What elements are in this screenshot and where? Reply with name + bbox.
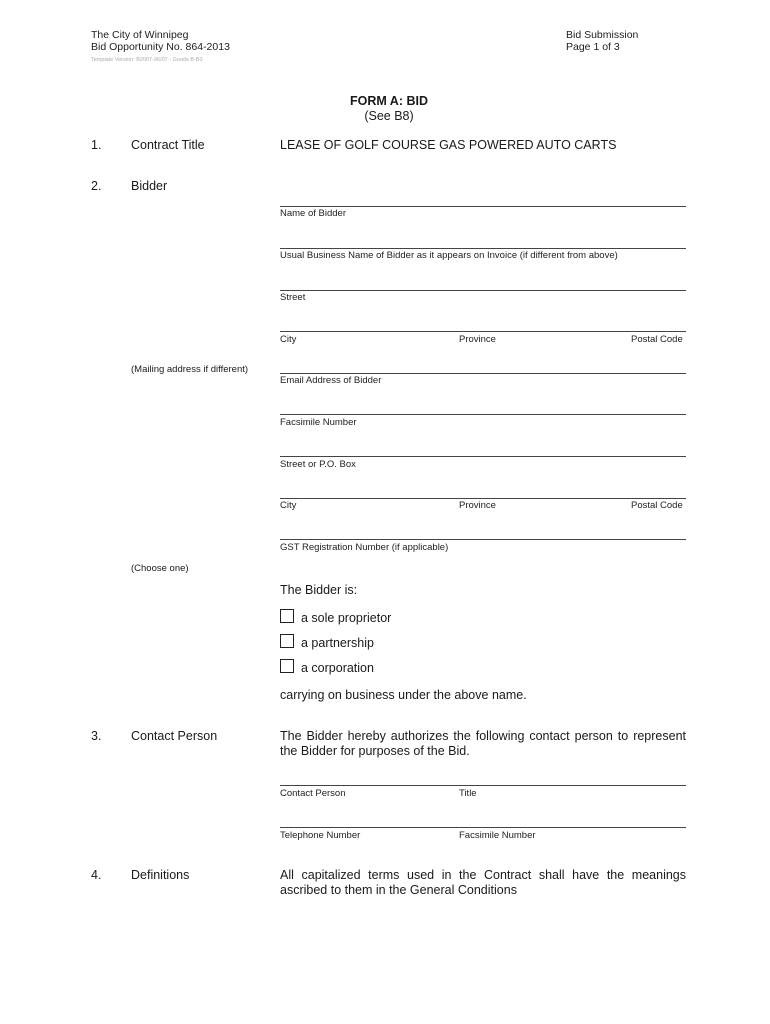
email-line[interactable] <box>280 373 686 374</box>
province-label: Province <box>459 334 496 345</box>
section4-label: Definitions <box>131 868 190 882</box>
section4-number: 4. <box>91 868 102 882</box>
choose-one-note: (Choose one) <box>131 563 189 574</box>
section1-label: Contract Title <box>131 138 205 152</box>
name-of-bidder-line[interactable] <box>280 206 686 207</box>
contact-person-text: The Bidder hereby authorizes the following contact person to represent the Bidder for purposes of the Bid. <box>280 729 686 758</box>
mailing-address-note: (Mailing address if different) <box>131 364 249 375</box>
contact-fax-label: Facsimile Number <box>459 830 536 841</box>
city-province-postal-line[interactable] <box>280 331 686 332</box>
business-name-line[interactable] <box>280 248 686 249</box>
section3-label: Contact Person <box>131 729 218 743</box>
fax-label: Facsimile Number <box>280 417 357 428</box>
header-bid-opportunity: Bid Opportunity No. 864-2013 <box>91 41 230 53</box>
contact-person-line[interactable] <box>280 785 686 786</box>
city-label: City <box>280 334 297 345</box>
header-city: The City of Winnipeg <box>91 29 189 41</box>
name-of-bidder-label: Name of Bidder <box>280 208 347 219</box>
street-line[interactable] <box>280 290 686 291</box>
mailing-city-line[interactable] <box>280 498 686 499</box>
business-name-label: Usual Business Name of Bidder as it appears on Invoice (if different from above) <box>280 250 618 261</box>
carrying-on-business-text: carrying on business under the above name. <box>280 688 527 702</box>
form-title: FORM A: BID <box>350 94 428 108</box>
section2-label: Bidder <box>131 179 168 193</box>
street-label: Street <box>280 292 306 303</box>
partnership-checkbox[interactable] <box>280 634 294 648</box>
po-box-label: Street or P.O. Box <box>280 459 356 470</box>
contact-person-label: Contact Person <box>280 788 346 799</box>
contract-title-value: LEASE OF GOLF COURSE GAS POWERED AUTO CARTS <box>280 138 617 152</box>
form-subtitle: (See B8) <box>364 109 414 123</box>
corporation-label: a corporation <box>301 661 374 675</box>
definitions-text: All capitalized terms used in the Contract shall have the meanings ascribed to them in the General Conditions <box>280 868 686 897</box>
template-version-note: Template Version: B2007-06/07 - Goods B·B3 <box>91 57 203 63</box>
header-bid-submission: Bid Submission <box>566 29 639 41</box>
mailing-postal-label: Postal Code <box>631 500 683 511</box>
telephone-label: Telephone Number <box>280 830 361 841</box>
corporation-checkbox[interactable] <box>280 659 294 673</box>
section2-number: 2. <box>91 179 102 193</box>
header-page-number: Page 1 of 3 <box>566 41 620 53</box>
section3-number: 3. <box>91 729 102 743</box>
sole-proprietor-label: a sole proprietor <box>301 611 392 625</box>
mailing-province-label: Province <box>459 500 496 511</box>
partnership-label: a partnership <box>301 636 374 650</box>
gst-line[interactable] <box>280 539 686 540</box>
sole-proprietor-checkbox[interactable] <box>280 609 294 623</box>
fax-line[interactable] <box>280 414 686 415</box>
contact-title-label: Title <box>459 788 477 799</box>
mailing-city-label: City <box>280 500 297 511</box>
section1-number: 1. <box>91 138 102 152</box>
telephone-line[interactable] <box>280 827 686 828</box>
bidder-is-label: The Bidder is: <box>280 583 358 597</box>
po-box-line[interactable] <box>280 456 686 457</box>
postal-code-label: Postal Code <box>631 334 683 345</box>
email-label: Email Address of Bidder <box>280 375 382 386</box>
gst-label: GST Registration Number (if applicable) <box>280 542 449 553</box>
